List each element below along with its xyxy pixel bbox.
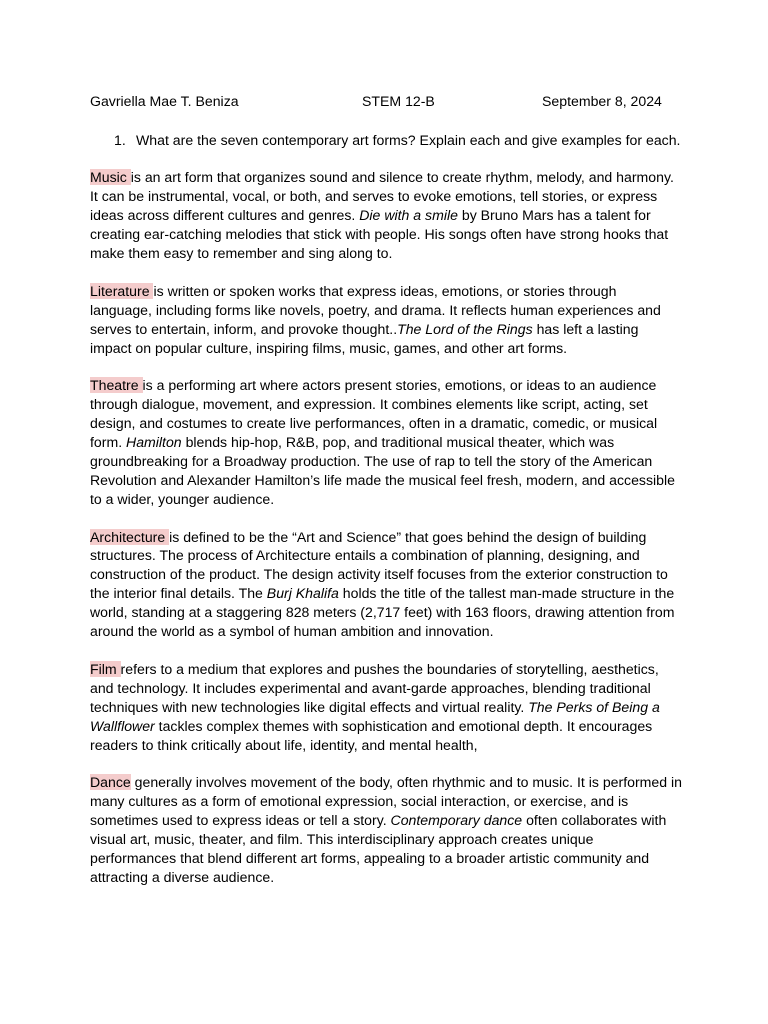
paragraph-theatre <box>90 376 682 508</box>
paragraph-music-text-2: by Bruno Mars has a talent for creating ear-catching melodies that stick with people. His songs often have strong hooks that make them easy to remember and sing along to. <box>90 207 669 262</box>
paragraph-dance-text-1: generally involves movement of the body, often rhythmic and to music. It is performed in many cultures as a form of emotional expression, social interaction, or exercise, and is sometimes used to express ideas or tell a story. <box>90 774 682 829</box>
document-date: September 8, 2024 <box>542 93 662 109</box>
paragraph-architecture-text-2: holds the title of the tallest man-made structure in the world, standing at a staggering 828 meters (2,717 feet) with 163 floors, drawing attention from around the world as a symbol of human ambition and innovation. <box>90 585 675 640</box>
question-number: 1. <box>114 131 126 148</box>
paragraph-film-text-1: refers to a medium that explores and pushes the boundaries of storytelling, aesthetics, and technology. It includes experimental and avant-garde approaches, blending traditional techniques with new technologies like digital effects and virtual reality. <box>90 660 659 715</box>
paragraph-music-text-1: is an art form that organizes sound and silence to create rhythm, melody, and harmony. It can be instrumental, vocal, or both, and serves to evoke emotions, tell stories, or express ideas across different cultures and genres. <box>90 169 674 224</box>
term-music: Music <box>90 169 131 186</box>
example-dance: Contemporary dance <box>390 812 523 829</box>
student-name: Gavriella Mae T. Beniza <box>90 93 239 109</box>
term-dance: Dance <box>90 774 131 791</box>
example-architecture: Burj Khalifa <box>266 585 339 602</box>
example-film: The Perks of Being a Wallflower <box>90 698 660 734</box>
example-theatre: Hamilton <box>126 434 182 451</box>
paragraph-theatre-text-1: is a performing art where actors present stories, emotions, or ideas to an audience through dialogue, movement, and expression. It combines elements like script, acting, set design, and costumes to create live performances, often in a dramatic, comedic, or musical form. <box>90 377 658 451</box>
paragraph-literature <box>90 282 682 358</box>
class-section: STEM 12-B <box>362 93 435 109</box>
document-header <box>90 92 682 111</box>
example-literature: The Lord of the Rings <box>397 320 533 337</box>
document-page <box>90 92 682 887</box>
paragraph-film-text-2: tackles complex themes with sophistication and emotional depth. It encourages readers to think critically about life, identity, and mental health, <box>90 717 653 753</box>
paragraph-music <box>90 168 682 263</box>
paragraph-architecture-text-1: is defined to be the “Art and Science” that goes behind the design of building structures. The process of Architecture entails a combination of planning, designing, and construction of the product. The design activity itself focuses from the exterior construction to the interior final details. The <box>90 528 668 602</box>
term-theatre: Theatre <box>90 377 143 394</box>
example-music: Die with a smile <box>359 207 458 224</box>
paragraph-theatre-text-2: blends hip-hop, R&B, pop, and traditional musical theater, which was groundbreaking for a Broadway production. The use of rap to tell the story of the American Revolution and Alexander Hamilton’s life made the musical feel fresh, modern, and accessible to a wider, younger audience. <box>90 434 675 507</box>
paragraph-dance <box>90 773 682 886</box>
term-film: Film <box>90 660 121 677</box>
term-architecture: Architecture <box>90 528 170 545</box>
paragraph-literature-text-1: is written or spoken works that express ideas, emotions, or stories through language, including forms like novels, poetry, and drama. It reflects human experiences and serves to entertain, inform, and provoke thought.. <box>90 282 661 337</box>
paragraph-film <box>90 660 682 755</box>
question-text: What are the seven contemporary art forms? Explain each and give examples for each. <box>136 131 681 148</box>
paragraph-architecture <box>90 528 682 641</box>
question-item <box>90 131 682 150</box>
paragraph-literature-text-2: has left a lasting impact on popular culture, inspiring films, music, games, and other art forms. <box>90 320 639 356</box>
term-literature: Literature <box>90 282 154 299</box>
paragraph-dance-text-2: often collaborates with visual art, music, theater, and film. This interdisciplinary approach creates unique performances that blend different art forms, appealing to a broader artistic community and attracting a diverse audience. <box>90 812 667 885</box>
